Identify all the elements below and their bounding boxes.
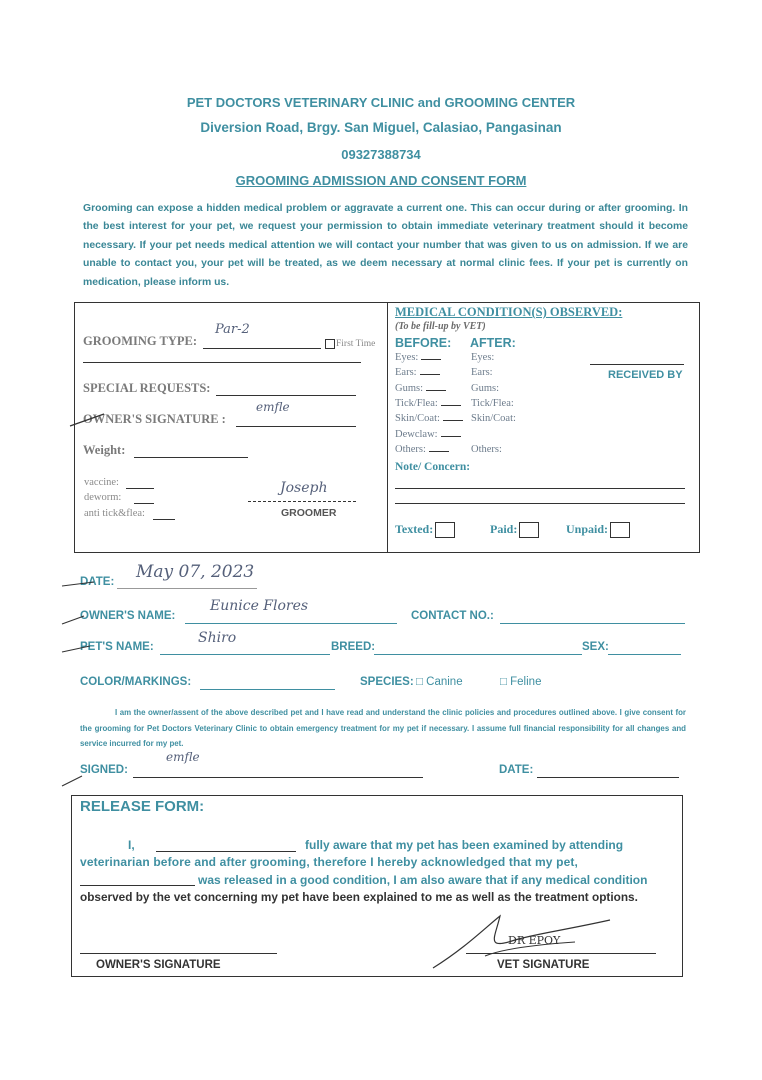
- contact-no-line[interactable]: [500, 623, 685, 624]
- vaccine-line[interactable]: [126, 488, 154, 489]
- before-label: BEFORE:: [395, 336, 452, 350]
- contact-no-label: CONTACT NO.:: [411, 610, 494, 622]
- vaccine-label: vaccine:: [84, 477, 119, 488]
- grooming-type-line-2: [83, 362, 361, 363]
- before-item-line[interactable]: [441, 405, 461, 406]
- release-pet-name-line[interactable]: [80, 885, 195, 886]
- deworm-label: deworm:: [84, 492, 122, 503]
- before-item[interactable]: Skin/Coat:: [395, 413, 463, 424]
- margin-pen-marks: [60, 578, 100, 658]
- sex-line[interactable]: [608, 654, 681, 655]
- note-line-2[interactable]: [395, 503, 685, 504]
- medical-subtitle: (To be fill-up by VET): [395, 321, 486, 332]
- before-item[interactable]: Dewclaw:: [395, 429, 461, 440]
- after-item[interactable]: Tick/Flea:: [471, 397, 514, 409]
- grooming-type-label: GROOMING TYPE:: [83, 334, 198, 348]
- paid-field[interactable]: [490, 522, 539, 538]
- owner-signature-value: emfle: [256, 400, 290, 414]
- date-label: DATE:: [80, 576, 115, 588]
- before-item[interactable]: Others:: [395, 444, 449, 455]
- owner-signature-label: OWNER'S SIGNATURE :: [83, 412, 226, 426]
- groomer-label: GROOMER: [281, 507, 337, 519]
- release-line-3: was released in a good condition, I am also aware that if any medical condition: [198, 873, 648, 887]
- before-item[interactable]: Tick/Flea:: [395, 398, 461, 409]
- note-concern-label: Note/ Concern:: [395, 461, 471, 473]
- paid-label: Paid:: [490, 522, 518, 536]
- species-option-feline[interactable]: □ Feline: [500, 676, 542, 688]
- texted-checkbox[interactable]: [435, 522, 455, 538]
- anti-tick-flea-line[interactable]: [153, 519, 175, 520]
- texted-label: Texted:: [395, 522, 434, 536]
- groomer-signature: Joseph: [280, 480, 328, 496]
- pet-name-line[interactable]: [160, 654, 330, 655]
- release-title: RELEASE FORM:: [80, 798, 205, 815]
- signed-signature: emfle: [166, 750, 200, 764]
- color-markings-label: COLOR/MARKINGS:: [80, 676, 192, 688]
- deworm-line[interactable]: [134, 503, 154, 504]
- vet-signature-line[interactable]: [466, 953, 656, 954]
- special-requests-line[interactable]: [216, 395, 356, 396]
- medical-title: MEDICAL CONDITION(S) OBSERVED:: [395, 305, 623, 319]
- weight-label: Weight:: [83, 443, 126, 457]
- after-item[interactable]: Ears:: [471, 367, 493, 379]
- release-i-label: I,: [128, 838, 135, 852]
- clinic-address: Diversion Road, Brgy. San Miguel, Calasiao, Pangasinan: [200, 120, 562, 135]
- owner-name-value: Eunice Flores: [210, 598, 309, 614]
- after-item[interactable]: Skin/Coat:: [471, 413, 516, 425]
- before-item-line[interactable]: [429, 451, 449, 452]
- grooming-type-line[interactable]: [203, 348, 321, 349]
- after-item[interactable]: Gums:: [471, 382, 500, 394]
- received-by-label: RECEIVED BY: [608, 369, 683, 381]
- signed-line[interactable]: [133, 777, 423, 778]
- owner-name-line[interactable]: [185, 623, 397, 624]
- date-value: May 07, 2023: [136, 562, 255, 582]
- grooming-type-value: Par-2: [215, 322, 250, 337]
- after-item[interactable]: Eyes:: [471, 352, 495, 363]
- signed-date-line[interactable]: [537, 777, 679, 778]
- signed-label: SIGNED:: [80, 764, 128, 776]
- paid-checkbox[interactable]: [519, 522, 539, 538]
- pet-name-value: Shiro: [198, 630, 237, 646]
- before-item[interactable]: Gums:: [395, 383, 446, 394]
- before-item[interactable]: Ears:: [395, 367, 440, 378]
- unpaid-label: Unpaid:: [566, 522, 609, 536]
- weight-line[interactable]: [134, 457, 248, 458]
- pet-name-label: PET'S NAME:: [80, 641, 154, 653]
- unpaid-checkbox[interactable]: [610, 522, 630, 538]
- species-option-canine[interactable]: □ Canine: [416, 676, 463, 688]
- breed-label: BREED:: [331, 641, 376, 653]
- note-line-1[interactable]: [395, 488, 685, 489]
- clinic-name: PET DOCTORS VETERINARY CLINIC and GROOMING CENTER: [186, 95, 576, 110]
- owner-signature-line[interactable]: [236, 426, 356, 427]
- intro-paragraph: Grooming can expose a hidden medical problem or aggravate a current one. This can occur during or after grooming. In the best interest for your pet, we request your permission to obtain immediate veterinary treatment should it become necessary. If your pet needs medical attention we will contact your number that was given to us on admission. If we are unable to contact you, your pet will be treated, as we deem necessary at normal clinic fees. If your pet is currently on medication, please inform us.: [83, 203, 688, 288]
- special-requests-label: SPECIAL REQUESTS:: [83, 381, 211, 395]
- groomer-line[interactable]: [248, 501, 356, 502]
- color-markings-line[interactable]: [200, 689, 335, 690]
- breed-line[interactable]: [374, 654, 582, 655]
- clinic-phone: 09327388734: [341, 147, 421, 162]
- before-item-line[interactable]: [441, 436, 461, 437]
- signed-date-label: DATE:: [499, 764, 534, 776]
- vet-signature-text: DR EPOY: [508, 934, 561, 947]
- release-owner-name-line[interactable]: [156, 851, 296, 852]
- first-time-label: First Time: [336, 339, 376, 349]
- owner-name-label: OWNER'S NAME:: [80, 610, 176, 622]
- release-line-4: observed by the vet concerning my pet have been explained to me as well as the treatment options.: [80, 890, 638, 904]
- before-item-line[interactable]: [420, 374, 440, 375]
- received-by-line[interactable]: [590, 364, 684, 365]
- after-item[interactable]: Others:: [471, 443, 502, 455]
- before-item-line[interactable]: [426, 390, 446, 391]
- pen-stroke-mark: [68, 410, 108, 430]
- release-line-1: fully aware that my pet has been examined by attending: [305, 838, 624, 852]
- before-item[interactable]: Eyes:: [395, 352, 441, 363]
- anti-tick-flea-label: anti tick&flea:: [84, 508, 145, 519]
- date-line[interactable]: [117, 588, 257, 589]
- release-line-2: veterinarian before and after grooming, therefore I hereby acknowledged that my pet,: [80, 855, 579, 869]
- consent-paragraph: I am the owner/assent of the above described pet and I have read and understand the clinic policies and procedures outlined above. I give consent for the grooming for Pet Doctors Veterinary Clinic to obtain emergency treatment for my pet if necessary. I assume full financial responsibility for all changes and service incurred for my pet.: [80, 708, 686, 748]
- before-item-line[interactable]: [443, 420, 463, 421]
- species-label: SPECIES:: [360, 676, 414, 688]
- before-item-line[interactable]: [421, 359, 441, 360]
- form-title: GROOMING ADMISSION AND CONSENT FORM: [235, 173, 527, 188]
- owner-signature-line-release[interactable]: [80, 953, 277, 954]
- release-owner-signature-label: OWNER'S SIGNATURE: [96, 959, 221, 971]
- release-vet-signature-label: VET SIGNATURE: [497, 959, 590, 971]
- unpaid-field[interactable]: [566, 522, 630, 538]
- sex-label: SEX:: [582, 641, 609, 653]
- margin-pen-mark-signed: [60, 770, 90, 790]
- after-label: AFTER:: [470, 336, 516, 350]
- box-divider: [387, 302, 388, 553]
- texted-field[interactable]: [395, 522, 455, 538]
- first-time-checkbox[interactable]: [325, 339, 335, 349]
